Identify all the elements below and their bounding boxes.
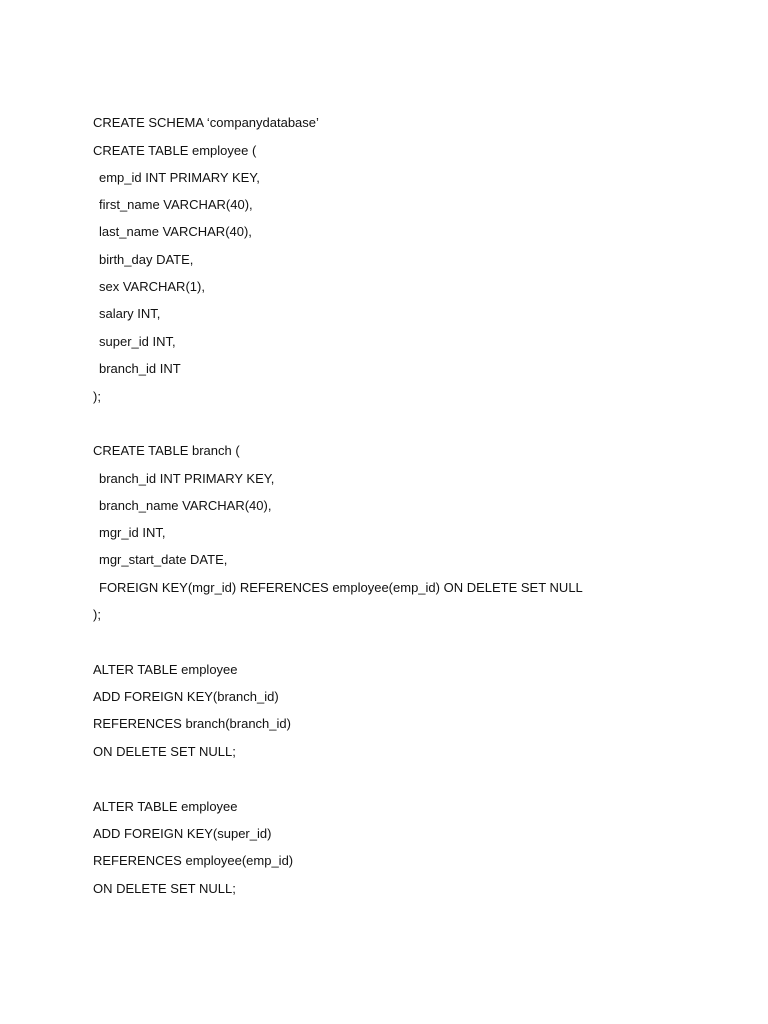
- schema-statement: CREATE SCHEMA ‘companydatabase’: [93, 115, 319, 130]
- add-foreign-key-clause: ADD FOREIGN KEY(super_id): [93, 826, 272, 841]
- references-clause: REFERENCES branch(branch_id): [93, 716, 291, 731]
- column-definition: super_id INT,: [99, 334, 176, 349]
- column-definition: branch_id INT: [99, 361, 181, 376]
- alter-table-statement: ALTER TABLE employee: [93, 799, 238, 814]
- column-definition: emp_id INT PRIMARY KEY,: [99, 170, 260, 185]
- on-delete-clause: ON DELETE SET NULL;: [93, 744, 236, 759]
- alter-table-statement: ALTER TABLE employee: [93, 662, 238, 677]
- column-definition: mgr_start_date DATE,: [99, 552, 228, 567]
- statement-end: );: [93, 607, 101, 622]
- column-definition: mgr_id INT,: [99, 525, 166, 540]
- column-definition: last_name VARCHAR(40),: [99, 224, 252, 239]
- column-definition: birth_day DATE,: [99, 252, 194, 267]
- column-definition: salary INT,: [99, 306, 161, 321]
- column-definition: sex VARCHAR(1),: [99, 279, 205, 294]
- create-table-branch: CREATE TABLE branch (: [93, 443, 240, 458]
- statement-end: );: [93, 389, 101, 404]
- column-definition: first_name VARCHAR(40),: [99, 197, 253, 212]
- add-foreign-key-clause: ADD FOREIGN KEY(branch_id): [93, 689, 279, 704]
- on-delete-clause: ON DELETE SET NULL;: [93, 881, 236, 896]
- foreign-key-constraint: FOREIGN KEY(mgr_id) REFERENCES employee(emp_id) ON DELETE SET NULL: [99, 580, 583, 595]
- column-definition: branch_name VARCHAR(40),: [99, 498, 272, 513]
- create-table-employee: CREATE TABLE employee (: [93, 143, 257, 158]
- references-clause: REFERENCES employee(emp_id): [93, 853, 294, 868]
- column-definition: branch_id INT PRIMARY KEY,: [99, 471, 275, 486]
